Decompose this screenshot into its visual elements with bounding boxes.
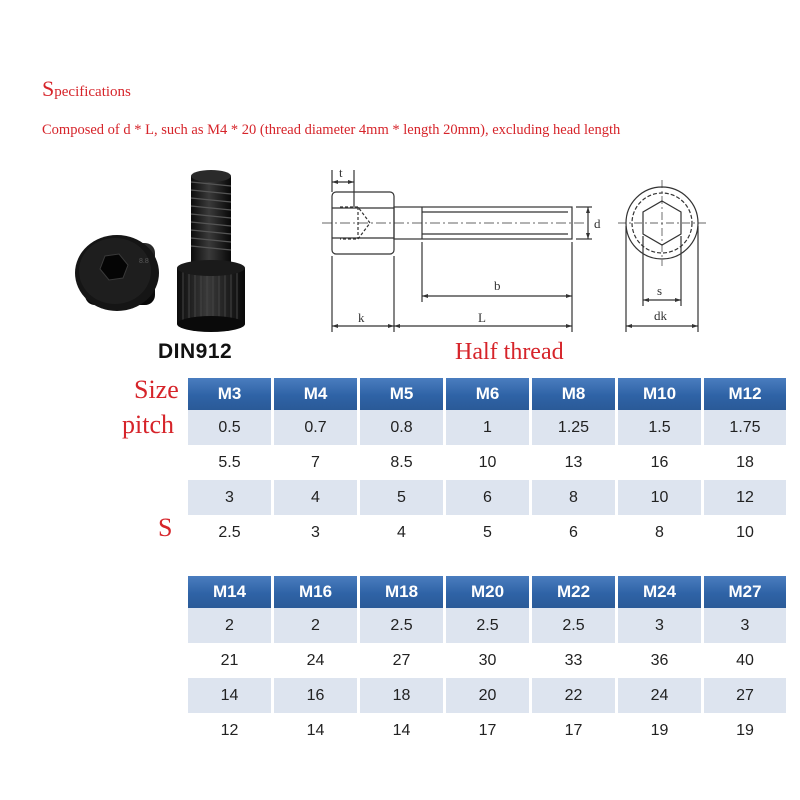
row-label-s: S bbox=[158, 513, 173, 542]
table-cell: 2.5 bbox=[360, 608, 446, 643]
table-cell: 1.75 bbox=[704, 410, 786, 445]
table-row-s bbox=[188, 515, 786, 550]
table-cell: 36 bbox=[618, 643, 704, 678]
table-cell: 20 bbox=[446, 678, 532, 713]
screw-lying bbox=[75, 235, 159, 311]
table-cell: 10 bbox=[446, 445, 532, 480]
size-header: M10 bbox=[618, 378, 704, 410]
table-row-k bbox=[188, 480, 786, 515]
size-header: M27 bbox=[704, 576, 786, 608]
size-header: M18 bbox=[360, 576, 446, 608]
table-cell: 17 bbox=[446, 713, 532, 748]
table-cell: 10 bbox=[618, 480, 704, 515]
spec-table-large bbox=[188, 576, 786, 748]
table-cell: 8.5 bbox=[360, 445, 446, 480]
label-d: d bbox=[594, 216, 601, 231]
table-cell: 24 bbox=[274, 643, 360, 678]
label-b: b bbox=[494, 278, 501, 293]
size-header: M14 bbox=[188, 576, 274, 608]
table-cell: 13 bbox=[532, 445, 618, 480]
size-header: M8 bbox=[532, 378, 618, 410]
table-cell: 19 bbox=[618, 713, 704, 748]
table-cell: 22 bbox=[532, 678, 618, 713]
table-cell: 1.5 bbox=[618, 410, 704, 445]
heading-rest: pecifications bbox=[54, 84, 131, 100]
table-cell: 40 bbox=[704, 643, 786, 678]
label-t: t bbox=[339, 165, 343, 180]
table-row-pitch bbox=[188, 410, 786, 445]
label-dk: dk bbox=[654, 308, 667, 323]
table-cell: 5.5 bbox=[188, 445, 274, 480]
table-header-row bbox=[188, 576, 786, 608]
table-cell: 2.5 bbox=[188, 515, 274, 550]
table-row-k bbox=[188, 678, 786, 713]
table-cell: 0.5 bbox=[188, 410, 274, 445]
product-code: DIN912 bbox=[158, 340, 233, 363]
table-cell: 12 bbox=[704, 480, 786, 515]
screw-standing bbox=[177, 170, 245, 332]
table-cell: 1 bbox=[446, 410, 532, 445]
table-cell: 12 bbox=[188, 713, 274, 748]
size-header: M5 bbox=[360, 378, 446, 410]
table-cell: 10 bbox=[704, 515, 786, 550]
table-cell: 19 bbox=[704, 713, 786, 748]
table-cell: 16 bbox=[618, 445, 704, 480]
svg-text:8.8: 8.8 bbox=[139, 258, 149, 265]
table-cell: 6 bbox=[446, 480, 532, 515]
technical-drawing bbox=[318, 160, 718, 340]
size-header: M12 bbox=[704, 378, 786, 410]
row-label-size: Size bbox=[134, 375, 179, 404]
table-cell: 17 bbox=[532, 713, 618, 748]
spec-description: Composed of d * L, such as M4 * 20 (thread diameter 4mm * length 20mm), excluding head length bbox=[42, 122, 621, 138]
size-header: M6 bbox=[446, 378, 532, 410]
table-row-dk bbox=[188, 643, 786, 678]
page-heading bbox=[42, 76, 131, 102]
table-cell: 5 bbox=[360, 480, 446, 515]
size-header: M4 bbox=[274, 378, 360, 410]
table-cell: 2.5 bbox=[532, 608, 618, 643]
table-cell: 27 bbox=[704, 678, 786, 713]
table-cell: 16 bbox=[274, 678, 360, 713]
label-s: s bbox=[657, 283, 663, 298]
table-cell: 6 bbox=[532, 515, 618, 550]
table-row-s bbox=[188, 713, 786, 748]
table-cell: 14 bbox=[360, 713, 446, 748]
table-cell: 3 bbox=[618, 608, 704, 643]
table-cell: 0.7 bbox=[274, 410, 360, 445]
spec-table-small bbox=[188, 378, 786, 550]
table-cell: 5 bbox=[446, 515, 532, 550]
table-cell: 2.5 bbox=[446, 608, 532, 643]
table-cell: 4 bbox=[360, 515, 446, 550]
table-cell: 7 bbox=[274, 445, 360, 480]
table-cell: 3 bbox=[704, 608, 786, 643]
table-cell: 8 bbox=[618, 515, 704, 550]
table-cell: 8 bbox=[532, 480, 618, 515]
table-cell: 30 bbox=[446, 643, 532, 678]
table-cell: 18 bbox=[704, 445, 786, 480]
heading-initial: S bbox=[42, 76, 55, 101]
table-cell: 4 bbox=[274, 480, 360, 515]
size-header: M20 bbox=[446, 576, 532, 608]
table-row-dk bbox=[188, 445, 786, 480]
table-cell: 3 bbox=[188, 480, 274, 515]
table-header-row bbox=[188, 378, 786, 410]
product-photo bbox=[55, 168, 280, 343]
table-cell: 27 bbox=[360, 643, 446, 678]
label-L: L bbox=[478, 310, 486, 325]
label-k: k bbox=[358, 310, 365, 325]
row-label-pitch: pitch bbox=[122, 410, 174, 439]
table-cell: 2 bbox=[274, 608, 360, 643]
table-cell: 24 bbox=[618, 678, 704, 713]
table-cell: 21 bbox=[188, 643, 274, 678]
table-cell: 33 bbox=[532, 643, 618, 678]
table-cell: 0.8 bbox=[360, 410, 446, 445]
size-header: M3 bbox=[188, 378, 274, 410]
size-header: M24 bbox=[618, 576, 704, 608]
size-header: M16 bbox=[274, 576, 360, 608]
thread-type-label: Half thread bbox=[455, 339, 564, 365]
table-cell: 2 bbox=[188, 608, 274, 643]
table-cell: 1.25 bbox=[532, 410, 618, 445]
table-cell: 14 bbox=[188, 678, 274, 713]
table-cell: 3 bbox=[274, 515, 360, 550]
size-header: M22 bbox=[532, 576, 618, 608]
table-row-pitch bbox=[188, 608, 786, 643]
table-cell: 18 bbox=[360, 678, 446, 713]
table-cell: 14 bbox=[274, 713, 360, 748]
